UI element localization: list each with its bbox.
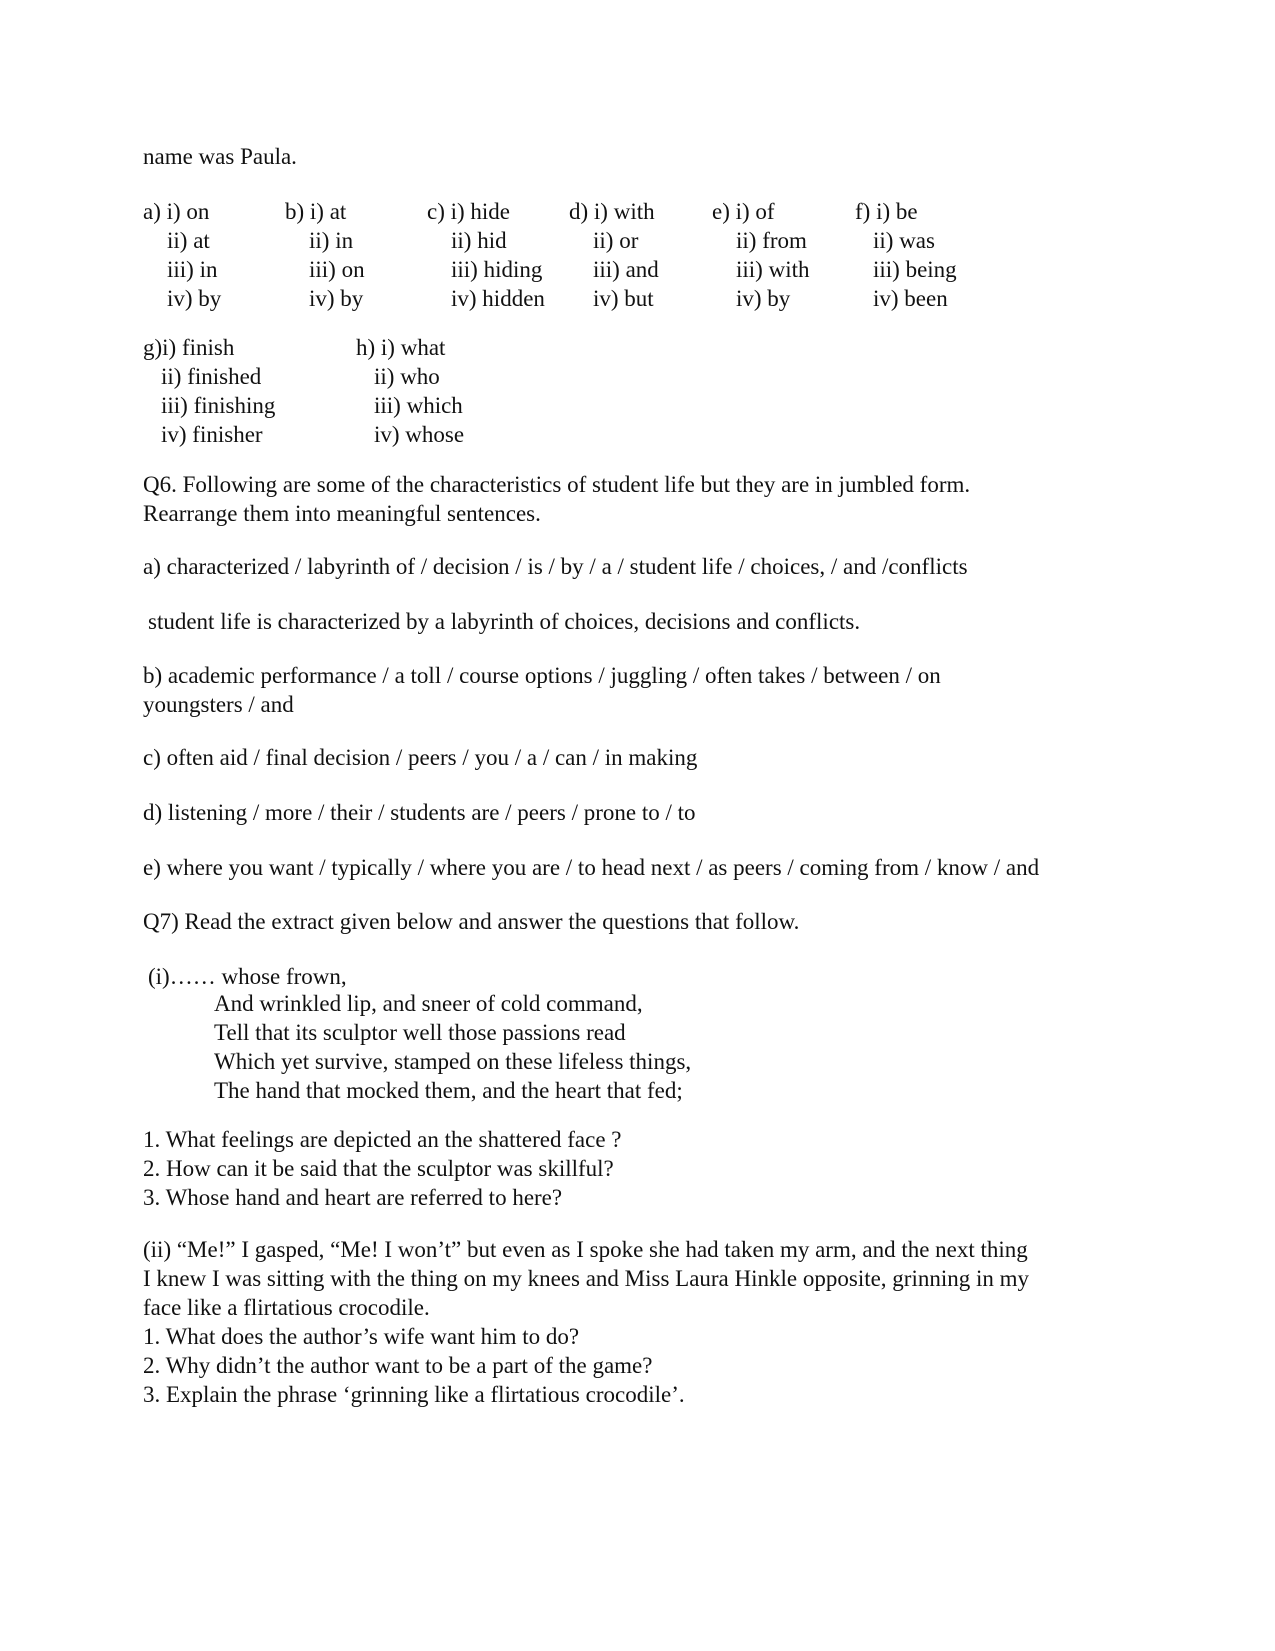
q6-item-d: d) listening / more / their / students are / peers / prone to / to <box>143 800 696 825</box>
option-group-a: a) i) on ii) at iii) in iv) by <box>143 199 222 311</box>
extract-2-passage: (ii) “Me!” I gasped, “Me! I won’t” but even as I spoke she had taken my arm, and the next thing I knew I was sitting with the thing on my knees and Miss Laura Hinkle opposite, grinning in my face like a flirtatious crocodile. 1. What does the author’s wife want him to do? 2. Why didn’t the author want to be a part of the game? 3. Explain the phrase ‘grinning like a flirtatious crocodile’. <box>143 1237 1030 1407</box>
q6-item-e: e) where you want / typically / where you are / to head next / as peers / coming from / know / and <box>143 855 1040 880</box>
option-group-b: b) i) at ii) in iii) on iv) by <box>285 199 365 311</box>
option-group-d: d) i) with ii) or iii) and iv) but <box>569 199 659 311</box>
intro-line: name was Paula. <box>143 144 297 169</box>
q6-item-b: b) academic performance / a toll / course options / juggling / often takes / between / on youngsters / and <box>143 663 941 717</box>
option-group-c: c) i) hide ii) hid iii) hiding iv) hidden <box>427 199 545 311</box>
q6-item-a: a) characterized / labyrinth of / decision / is / by / a / student life / choices, / and /conflicts <box>143 554 968 579</box>
options-row-2 <box>0 333 1275 453</box>
extract-2-question-3: 3. Explain the phrase ‘grinning like a flirtatious crocodile’. <box>143 1382 685 1407</box>
extract-1-first-line: (i)…… whose frown, <box>148 964 347 989</box>
option-group-e: e) i) of ii) from iii) with iv) by <box>712 199 810 311</box>
q7-heading: Q7) Read the extract given below and answer the questions that follow. <box>143 909 800 934</box>
extract-1-questions: 1. What feelings are depicted an the shattered face ? 2. How can it be said that the sculptor was skillful? 3. Whose hand and heart are referred to here? <box>143 1127 622 1210</box>
option-group-h: h) i) what ii) who iii) which iv) whose <box>356 335 465 447</box>
extract-1-verse: And wrinkled lip, and sneer of cold command, Tell that its sculptor well those passions read Which yet survive, stamped on these lifeless things, The hand that mocked them, and the heart that fed; <box>214 991 692 1103</box>
option-group-g: g)i) finish ii) finished iii) finishing iv) finisher <box>143 335 276 447</box>
option-group-f: f) i) be ii) was iii) being iv) been <box>855 199 957 311</box>
q6-heading: Q6. Following are some of the characteristics of student life but they are in jumbled form. Rearrange them into meaningful sentences. <box>143 472 971 526</box>
extract-2-question-2: 2. Why didn’t the author want to be a part of the game? <box>143 1353 653 1378</box>
extract-2-question-1: 1. What does the author’s wife want him to do? <box>143 1324 580 1349</box>
q6-item-c: c) often aid / final decision / peers / you / a / can / in making <box>143 745 698 770</box>
q6-answer-a: student life is characterized by a labyrinth of choices, decisions and conflicts. <box>148 609 861 634</box>
options-row-1 <box>0 197 1275 317</box>
